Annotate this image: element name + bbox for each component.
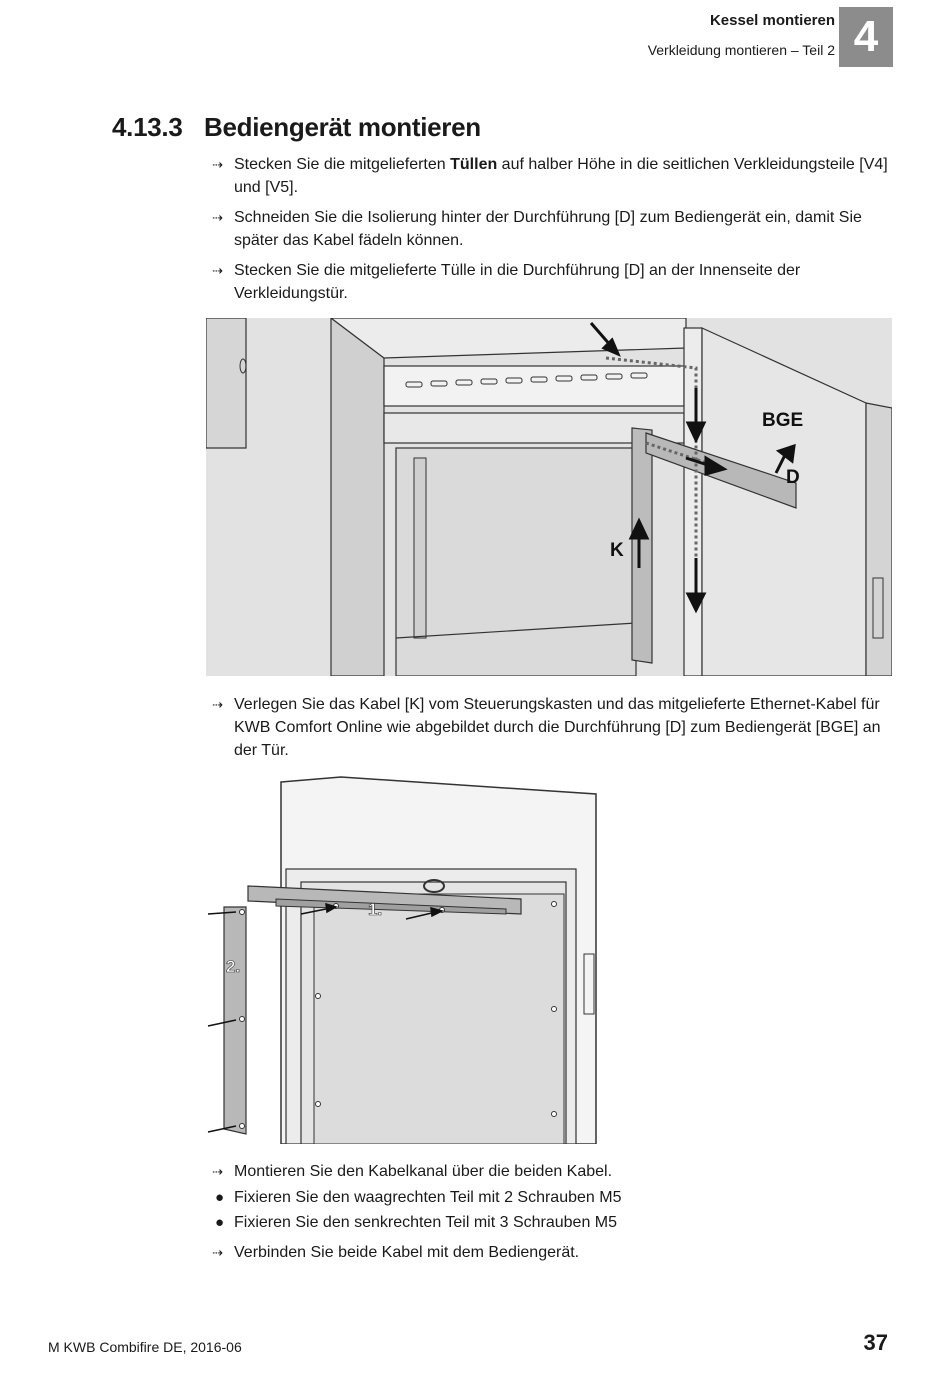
label-step-two: 2. (226, 957, 241, 976)
step-1-post: auf halber Höhe in die seitlichen Verkleidungsteile [V4] und [V5]. (234, 156, 888, 196)
running-header-subtitle: Verkleidung montieren – Teil 2 (647, 42, 835, 58)
step-1-bold: Tüllen (450, 156, 498, 173)
section-heading (112, 112, 481, 143)
step-arrow-icon: ⇢ (212, 697, 223, 712)
instruction-step-2 (212, 206, 892, 252)
cable-duct-illustration (206, 774, 606, 1144)
instruction-step-6 (212, 1241, 892, 1264)
step-3-text: Stecken Sie die mitgelieferte Tülle in die Durchführung [D] an der Innenseite der Verkleidungstür. (234, 262, 801, 302)
step-6-text: Verbinden Sie beide Kabel mit dem Bediengerät. (234, 1244, 580, 1261)
instruction-step-3 (212, 259, 892, 305)
figure-cable-duct-mounting (206, 774, 606, 1144)
figure-cable-routing (206, 318, 892, 676)
section-number: 4.13.3 (112, 112, 183, 142)
step-arrow-icon: ⇢ (212, 1245, 223, 1260)
running-header-title: Kessel montieren (709, 12, 835, 29)
instruction-substep-1 (212, 1186, 892, 1209)
step-5-text: Montieren Sie den Kabelkanal über die beiden Kabel. (234, 1163, 613, 1180)
chapter-number-badge: 4 (839, 7, 893, 67)
step-arrow-icon: ⇢ (212, 263, 223, 278)
page-number: 37 (863, 1330, 888, 1355)
step-2-text: Schneiden Sie die Isolierung hinter der Durchführung [D] zum Bediengerät ein, damit Sie später das Kabel fädeln können. (234, 209, 862, 249)
substep-1-text: Fixieren Sie den waagrechten Teil mit 2 Schrauben M5 (234, 1189, 622, 1206)
step-arrow-icon: ⇢ (212, 157, 223, 172)
label-bge: BGE (762, 410, 804, 431)
step-1-pre: Stecken Sie die mitgelieferten (234, 156, 451, 173)
step-arrow-icon: ⇢ (212, 210, 223, 225)
instruction-substep-2 (212, 1211, 892, 1234)
step-arrow-icon: ⇢ (212, 1164, 223, 1179)
bullet-icon: ● (215, 1214, 225, 1231)
instruction-step-1 (212, 153, 892, 199)
instruction-step-4 (212, 693, 892, 762)
label-d: D (786, 467, 800, 488)
substep-2-text: Fixieren Sie den senkrechten Teil mit 3 Schrauben M5 (234, 1214, 618, 1231)
bullet-icon: ● (215, 1189, 225, 1206)
footer-document-id: M KWB Combifire DE, 2016-06 (48, 1339, 242, 1355)
label-step-one: 1. (368, 900, 383, 919)
cable-routing-illustration (206, 318, 892, 676)
label-k: K (610, 540, 624, 561)
section-title: Bediengerät montieren (204, 112, 481, 142)
step-4-text: Verlegen Sie das Kabel [K] vom Steuerungskasten und das mitgelieferte Ethernet-Kabel für KWB Comfort Online wie abgebildet durch die Durchführung [D] zum Bediengerät [BGE] an der Tür. (234, 696, 881, 759)
instruction-step-5 (212, 1160, 892, 1183)
